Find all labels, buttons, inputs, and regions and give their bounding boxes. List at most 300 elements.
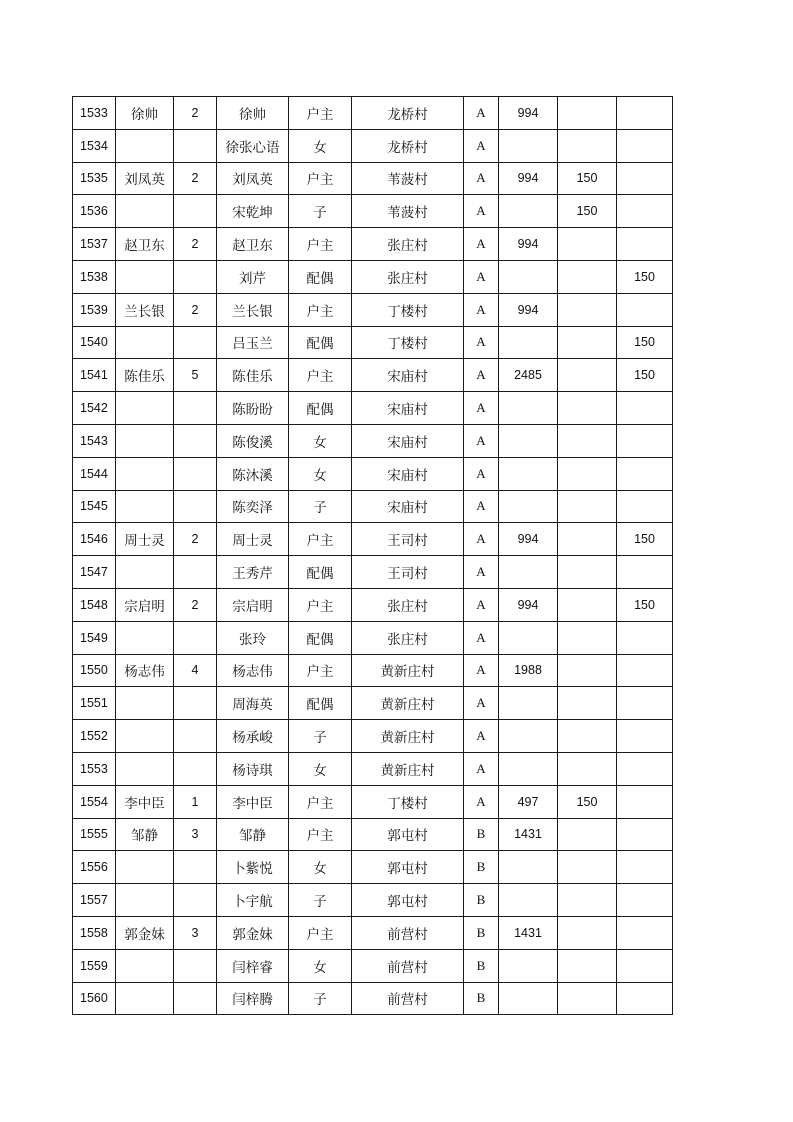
relation-cell: 女 (289, 129, 352, 162)
grade-cell: A (464, 687, 499, 720)
applicant-name-cell (116, 129, 174, 162)
subsidy-a-cell (558, 523, 617, 556)
member-name-cell: 杨志伟 (217, 654, 289, 687)
household-size-cell (174, 490, 217, 523)
village-cell: 宋庙村 (352, 457, 464, 490)
household-size-cell: 2 (174, 293, 217, 326)
village-cell: 王司村 (352, 556, 464, 589)
relation-cell: 配偶 (289, 326, 352, 359)
relation-cell: 户主 (289, 818, 352, 851)
member-name-cell: 徐张心语 (217, 129, 289, 162)
subsidy-b-cell (617, 818, 673, 851)
member-name-cell: 陈盼盼 (217, 392, 289, 425)
table-row (73, 916, 673, 949)
applicant-name-cell (116, 621, 174, 654)
household-size-cell (174, 982, 217, 1015)
village-cell: 宋庙村 (352, 392, 464, 425)
table-row (73, 785, 673, 818)
subsidy-a-cell: 150 (558, 162, 617, 195)
subsidy-b-cell (617, 556, 673, 589)
household-size-cell: 2 (174, 588, 217, 621)
relation-cell: 户主 (289, 523, 352, 556)
subsidy-a-cell (558, 556, 617, 589)
household-size-cell (174, 392, 217, 425)
household-size-cell (174, 949, 217, 982)
table-row (73, 162, 673, 195)
table-row (73, 490, 673, 523)
applicant-name-cell (116, 424, 174, 457)
village-cell: 黄新庄村 (352, 687, 464, 720)
amount-cell (499, 326, 558, 359)
amount-cell: 1431 (499, 916, 558, 949)
grade-cell: A (464, 785, 499, 818)
household-size-cell: 3 (174, 916, 217, 949)
relation-cell: 配偶 (289, 260, 352, 293)
relation-cell: 女 (289, 752, 352, 785)
serial-number-cell: 1554 (73, 785, 116, 818)
member-name-cell: 周海英 (217, 687, 289, 720)
village-cell: 龙桥村 (352, 129, 464, 162)
member-name-cell: 宋乾坤 (217, 195, 289, 228)
subsidy-a-cell (558, 949, 617, 982)
grade-cell: B (464, 851, 499, 884)
table-row (73, 326, 673, 359)
village-cell: 张庄村 (352, 228, 464, 261)
grade-cell: B (464, 949, 499, 982)
subsidy-a-cell (558, 457, 617, 490)
household-size-cell (174, 752, 217, 785)
grade-cell: A (464, 228, 499, 261)
serial-number-cell: 1544 (73, 457, 116, 490)
subsidy-b-cell (617, 982, 673, 1015)
table-row (73, 293, 673, 326)
household-size-cell: 2 (174, 523, 217, 556)
serial-number-cell: 1549 (73, 621, 116, 654)
subsidy-b-cell (617, 424, 673, 457)
serial-number-cell: 1536 (73, 195, 116, 228)
village-cell: 宋庙村 (352, 359, 464, 392)
village-cell: 前营村 (352, 982, 464, 1015)
subsidy-b-cell (617, 916, 673, 949)
table-row (73, 392, 673, 425)
subsidy-a-cell (558, 293, 617, 326)
amount-cell: 994 (499, 523, 558, 556)
table-row (73, 884, 673, 917)
serial-number-cell: 1556 (73, 851, 116, 884)
relation-cell: 户主 (289, 654, 352, 687)
serial-number-cell: 1552 (73, 720, 116, 753)
member-name-cell: 邹静 (217, 818, 289, 851)
table-row (73, 97, 673, 130)
relation-cell: 户主 (289, 162, 352, 195)
amount-cell (499, 752, 558, 785)
serial-number-cell: 1533 (73, 97, 116, 130)
grade-cell: B (464, 884, 499, 917)
subsidy-a-cell (558, 621, 617, 654)
table-row (73, 129, 673, 162)
subsidy-a-cell (558, 228, 617, 261)
relation-cell: 户主 (289, 293, 352, 326)
grade-cell: A (464, 162, 499, 195)
subsidy-a-cell (558, 359, 617, 392)
applicant-name-cell: 杨志伟 (116, 654, 174, 687)
member-name-cell: 周士灵 (217, 523, 289, 556)
village-cell: 黄新庄村 (352, 720, 464, 753)
table-row (73, 687, 673, 720)
subsidy-a-cell: 150 (558, 195, 617, 228)
member-name-cell: 兰长银 (217, 293, 289, 326)
applicant-name-cell (116, 720, 174, 753)
grade-cell: A (464, 523, 499, 556)
amount-cell (499, 457, 558, 490)
relation-cell: 户主 (289, 228, 352, 261)
household-size-cell: 1 (174, 785, 217, 818)
grade-cell: A (464, 720, 499, 753)
subsidy-a-cell (558, 97, 617, 130)
relation-cell: 户主 (289, 588, 352, 621)
applicant-name-cell (116, 392, 174, 425)
table-row (73, 982, 673, 1015)
amount-cell (499, 129, 558, 162)
amount-cell (499, 851, 558, 884)
subsidy-a-cell (558, 982, 617, 1015)
member-name-cell: 刘芹 (217, 260, 289, 293)
grade-cell: A (464, 195, 499, 228)
subsidy-b-cell (617, 851, 673, 884)
table-body (73, 97, 673, 1015)
household-table (72, 96, 673, 1015)
village-cell: 张庄村 (352, 260, 464, 293)
subsidy-a-cell (558, 752, 617, 785)
grade-cell: A (464, 556, 499, 589)
subsidy-a-cell (558, 916, 617, 949)
serial-number-cell: 1555 (73, 818, 116, 851)
subsidy-a-cell (558, 720, 617, 753)
member-name-cell: 吕玉兰 (217, 326, 289, 359)
member-name-cell: 杨承峻 (217, 720, 289, 753)
applicant-name-cell: 李中臣 (116, 785, 174, 818)
serial-number-cell: 1541 (73, 359, 116, 392)
applicant-name-cell (116, 556, 174, 589)
member-name-cell: 徐帅 (217, 97, 289, 130)
village-cell: 前营村 (352, 916, 464, 949)
amount-cell: 994 (499, 588, 558, 621)
subsidy-b-cell (617, 457, 673, 490)
amount-cell: 1431 (499, 818, 558, 851)
serial-number-cell: 1534 (73, 129, 116, 162)
subsidy-a-cell (558, 654, 617, 687)
subsidy-b-cell (617, 293, 673, 326)
grade-cell: A (464, 490, 499, 523)
relation-cell: 户主 (289, 97, 352, 130)
village-cell: 苇菠村 (352, 162, 464, 195)
applicant-name-cell (116, 752, 174, 785)
village-cell: 宋庙村 (352, 424, 464, 457)
household-size-cell: 5 (174, 359, 217, 392)
applicant-name-cell (116, 260, 174, 293)
relation-cell: 女 (289, 949, 352, 982)
village-cell: 宋庙村 (352, 490, 464, 523)
amount-cell (499, 424, 558, 457)
household-size-cell (174, 884, 217, 917)
applicant-name-cell: 宗启明 (116, 588, 174, 621)
amount-cell: 1988 (499, 654, 558, 687)
serial-number-cell: 1558 (73, 916, 116, 949)
relation-cell: 子 (289, 982, 352, 1015)
grade-cell: A (464, 457, 499, 490)
subsidy-b-cell: 150 (617, 326, 673, 359)
village-cell: 丁楼村 (352, 785, 464, 818)
member-name-cell: 赵卫东 (217, 228, 289, 261)
subsidy-b-cell (617, 687, 673, 720)
subsidy-a-cell (558, 326, 617, 359)
subsidy-b-cell (617, 228, 673, 261)
table-row (73, 752, 673, 785)
serial-number-cell: 1545 (73, 490, 116, 523)
applicant-name-cell (116, 457, 174, 490)
relation-cell: 女 (289, 851, 352, 884)
table-row (73, 588, 673, 621)
relation-cell: 配偶 (289, 556, 352, 589)
grade-cell: A (464, 588, 499, 621)
subsidy-b-cell: 150 (617, 260, 673, 293)
grade-cell: A (464, 326, 499, 359)
grade-cell: B (464, 982, 499, 1015)
village-cell: 龙桥村 (352, 97, 464, 130)
serial-number-cell: 1548 (73, 588, 116, 621)
table-row (73, 424, 673, 457)
household-size-cell (174, 457, 217, 490)
table-row (73, 556, 673, 589)
serial-number-cell: 1540 (73, 326, 116, 359)
grade-cell: B (464, 916, 499, 949)
household-size-cell: 2 (174, 228, 217, 261)
table-row (73, 851, 673, 884)
relation-cell: 配偶 (289, 621, 352, 654)
grade-cell: A (464, 97, 499, 130)
village-cell: 黄新庄村 (352, 752, 464, 785)
grade-cell: A (464, 752, 499, 785)
serial-number-cell: 1546 (73, 523, 116, 556)
member-name-cell: 闫梓腾 (217, 982, 289, 1015)
subsidy-b-cell (617, 162, 673, 195)
household-size-cell (174, 129, 217, 162)
household-size-cell (174, 687, 217, 720)
village-cell: 郭屯村 (352, 818, 464, 851)
amount-cell: 994 (499, 162, 558, 195)
table-row (73, 260, 673, 293)
amount-cell (499, 884, 558, 917)
applicant-name-cell: 陈佳乐 (116, 359, 174, 392)
relation-cell: 子 (289, 490, 352, 523)
member-name-cell: 陈沐溪 (217, 457, 289, 490)
amount-cell: 994 (499, 293, 558, 326)
table-row (73, 818, 673, 851)
amount-cell (499, 982, 558, 1015)
applicant-name-cell (116, 851, 174, 884)
household-size-cell (174, 720, 217, 753)
applicant-name-cell: 徐帅 (116, 97, 174, 130)
household-size-cell: 2 (174, 162, 217, 195)
amount-cell (499, 949, 558, 982)
applicant-name-cell: 兰长银 (116, 293, 174, 326)
grade-cell: A (464, 654, 499, 687)
member-name-cell: 张玲 (217, 621, 289, 654)
grade-cell: B (464, 818, 499, 851)
subsidy-b-cell (617, 392, 673, 425)
relation-cell: 户主 (289, 785, 352, 818)
member-name-cell: 陈佳乐 (217, 359, 289, 392)
applicant-name-cell (116, 884, 174, 917)
amount-cell (499, 490, 558, 523)
household-size-cell (174, 326, 217, 359)
subsidy-b-cell: 150 (617, 359, 673, 392)
member-name-cell: 李中臣 (217, 785, 289, 818)
subsidy-a-cell (558, 884, 617, 917)
member-name-cell: 宗启明 (217, 588, 289, 621)
member-name-cell: 杨诗琪 (217, 752, 289, 785)
serial-number-cell: 1542 (73, 392, 116, 425)
subsidy-a-cell (558, 851, 617, 884)
relation-cell: 女 (289, 457, 352, 490)
subsidy-a-cell (558, 424, 617, 457)
household-size-cell: 3 (174, 818, 217, 851)
serial-number-cell: 1538 (73, 260, 116, 293)
table-row (73, 523, 673, 556)
applicant-name-cell: 郭金妹 (116, 916, 174, 949)
relation-cell: 子 (289, 720, 352, 753)
table-row (73, 457, 673, 490)
subsidy-b-cell (617, 785, 673, 818)
village-cell: 黄新庄村 (352, 654, 464, 687)
village-cell: 苇菠村 (352, 195, 464, 228)
grade-cell: A (464, 424, 499, 457)
household-size-cell: 2 (174, 97, 217, 130)
amount-cell (499, 392, 558, 425)
table-row (73, 654, 673, 687)
applicant-name-cell (116, 195, 174, 228)
serial-number-cell: 1559 (73, 949, 116, 982)
subsidy-b-cell (617, 884, 673, 917)
subsidy-b-cell (617, 195, 673, 228)
household-size-cell (174, 424, 217, 457)
serial-number-cell: 1539 (73, 293, 116, 326)
relation-cell: 子 (289, 195, 352, 228)
relation-cell: 女 (289, 424, 352, 457)
subsidy-b-cell (617, 97, 673, 130)
subsidy-b-cell: 150 (617, 523, 673, 556)
subsidy-a-cell (558, 687, 617, 720)
village-cell: 张庄村 (352, 588, 464, 621)
serial-number-cell: 1535 (73, 162, 116, 195)
subsidy-b-cell (617, 720, 673, 753)
applicant-name-cell: 刘凤英 (116, 162, 174, 195)
relation-cell: 配偶 (289, 687, 352, 720)
village-cell: 丁楼村 (352, 326, 464, 359)
amount-cell: 994 (499, 97, 558, 130)
household-size-cell (174, 851, 217, 884)
household-size-cell: 4 (174, 654, 217, 687)
serial-number-cell: 1557 (73, 884, 116, 917)
serial-number-cell: 1560 (73, 982, 116, 1015)
amount-cell (499, 621, 558, 654)
subsidy-a-cell (558, 490, 617, 523)
subsidy-b-cell (617, 949, 673, 982)
subsidy-b-cell (617, 654, 673, 687)
applicant-name-cell (116, 687, 174, 720)
subsidy-a-cell (558, 260, 617, 293)
member-name-cell: 刘凤英 (217, 162, 289, 195)
grade-cell: A (464, 129, 499, 162)
subsidy-b-cell (617, 129, 673, 162)
household-size-cell (174, 556, 217, 589)
member-name-cell: 卜宇航 (217, 884, 289, 917)
relation-cell: 配偶 (289, 392, 352, 425)
amount-cell (499, 720, 558, 753)
serial-number-cell: 1550 (73, 654, 116, 687)
table-row (73, 949, 673, 982)
relation-cell: 户主 (289, 916, 352, 949)
household-size-cell (174, 260, 217, 293)
table-row (73, 720, 673, 753)
table-row (73, 228, 673, 261)
applicant-name-cell (116, 949, 174, 982)
relation-cell: 子 (289, 884, 352, 917)
village-cell: 郭屯村 (352, 884, 464, 917)
member-name-cell: 闫梓睿 (217, 949, 289, 982)
member-name-cell: 郭金妹 (217, 916, 289, 949)
subsidy-a-cell (558, 129, 617, 162)
subsidy-b-cell: 150 (617, 588, 673, 621)
serial-number-cell: 1537 (73, 228, 116, 261)
household-size-cell (174, 195, 217, 228)
applicant-name-cell: 邹静 (116, 818, 174, 851)
applicant-name-cell (116, 982, 174, 1015)
table-row (73, 195, 673, 228)
amount-cell: 994 (499, 228, 558, 261)
village-cell: 前营村 (352, 949, 464, 982)
member-name-cell: 王秀芹 (217, 556, 289, 589)
member-name-cell: 陈奕泽 (217, 490, 289, 523)
village-cell: 张庄村 (352, 621, 464, 654)
serial-number-cell: 1553 (73, 752, 116, 785)
serial-number-cell: 1547 (73, 556, 116, 589)
subsidy-a-cell (558, 392, 617, 425)
amount-cell (499, 687, 558, 720)
subsidy-b-cell (617, 752, 673, 785)
household-size-cell (174, 621, 217, 654)
amount-cell (499, 556, 558, 589)
subsidy-b-cell (617, 621, 673, 654)
serial-number-cell: 1543 (73, 424, 116, 457)
subsidy-a-cell: 150 (558, 785, 617, 818)
village-cell: 丁楼村 (352, 293, 464, 326)
grade-cell: A (464, 392, 499, 425)
applicant-name-cell: 赵卫东 (116, 228, 174, 261)
applicant-name-cell (116, 326, 174, 359)
village-cell: 郭屯村 (352, 851, 464, 884)
table-row (73, 621, 673, 654)
subsidy-a-cell (558, 588, 617, 621)
amount-cell (499, 260, 558, 293)
village-cell: 王司村 (352, 523, 464, 556)
amount-cell: 2485 (499, 359, 558, 392)
grade-cell: A (464, 293, 499, 326)
applicant-name-cell (116, 490, 174, 523)
amount-cell: 497 (499, 785, 558, 818)
subsidy-a-cell (558, 818, 617, 851)
applicant-name-cell: 周士灵 (116, 523, 174, 556)
